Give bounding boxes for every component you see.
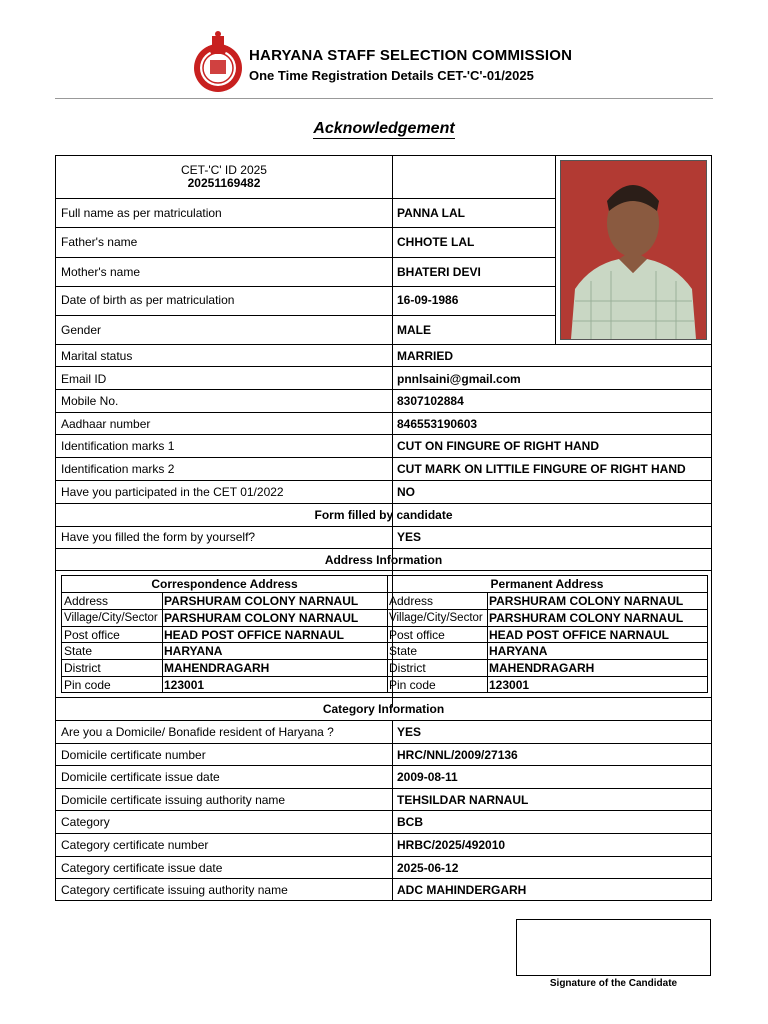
perm-district-value: MAHENDRAGARH <box>489 661 595 675</box>
domicile-issue-date-value: 2009-08-11 <box>397 770 458 784</box>
father-name-label: Father's name <box>61 235 138 249</box>
correspondence-heading: Correspondence Address <box>151 577 298 591</box>
email-value: pnnlsaini@gmail.com <box>397 372 521 386</box>
category-heading: Category Information <box>322 702 445 716</box>
header-divider <box>55 98 713 99</box>
corr-post-office-value: HEAD POST OFFICE NARNAUL <box>164 628 344 642</box>
perm-state-value: HARYANA <box>489 644 548 658</box>
email-label: Email ID <box>61 372 107 386</box>
corr-village-value: PARSHURAM COLONY NARNAUL <box>164 611 359 625</box>
domicile-cert-number-value: HRC/NNL/2009/27136 <box>397 748 518 762</box>
perm-district-label: District <box>389 661 426 675</box>
permanent-heading: Permanent Address <box>490 577 604 591</box>
id-mark-2-value: CUT MARK ON LITTILE FINGURE OF RIGHT HAND <box>397 462 686 476</box>
mother-name-label: Mother's name <box>61 265 140 279</box>
page-header <box>190 30 610 96</box>
category-label: Category <box>61 815 110 829</box>
perm-post-office-value: HEAD POST OFFICE NARNAUL <box>489 628 669 642</box>
domicile-authority-value: TEHSILDAR NARNAUL <box>397 793 529 807</box>
corr-state-label: State <box>64 644 93 658</box>
perm-pincode-value: 123001 <box>489 678 530 692</box>
dob-value: 16-09-1986 <box>397 293 459 307</box>
domicile-resident-value: YES <box>397 725 422 739</box>
aadhaar-label: Aadhaar number <box>61 417 151 431</box>
mobile-label: Mobile No. <box>61 394 119 408</box>
corr-district-value: MAHENDRAGARH <box>164 661 270 675</box>
address-table <box>61 575 708 693</box>
form-filled-label: Have you filled the form by yourself? <box>61 530 256 544</box>
gender-value: MALE <box>397 323 431 337</box>
corr-address-label: Address <box>64 594 109 608</box>
registration-form <box>55 155 712 901</box>
dob-label: Date of birth as per matriculation <box>61 293 235 307</box>
corr-village-label: Village/City/Sector <box>64 612 158 624</box>
cet-id-label: CET-'C' ID 2025 <box>181 163 267 177</box>
mother-name-value: BHATERI DEVI <box>397 265 481 279</box>
domicile-issue-date-label: Domicile certificate issue date <box>61 770 220 784</box>
id-mark-2-label: Identification marks 2 <box>61 462 175 476</box>
category-issue-date-label: Category certificate issue date <box>61 861 223 875</box>
category-authority-label: Category certificate issuing authority name <box>61 883 288 897</box>
cet-2022-value: NO <box>397 485 415 499</box>
corr-pincode-value: 123001 <box>164 678 205 692</box>
perm-village-label: Village/City/Sector <box>389 612 483 624</box>
father-name-value: CHHOTE LAL <box>397 235 475 249</box>
cet-id-value: 20251169482 <box>187 176 261 190</box>
candidate-photo <box>560 160 707 340</box>
domicile-cert-number-label: Domicile certificate number <box>61 748 206 762</box>
category-value: BCB <box>397 815 423 829</box>
perm-village-value: PARSHURAM COLONY NARNAUL <box>489 611 684 625</box>
gender-label: Gender <box>61 323 102 337</box>
perm-address-label: Address <box>389 594 434 608</box>
id-mark-1-label: Identification marks 1 <box>61 439 175 453</box>
perm-state-label: State <box>389 644 418 658</box>
corr-post-office-label: Post office <box>64 628 120 642</box>
form-filled-heading: Form filled by candidate <box>314 508 453 522</box>
registration-subtitle: One Time Registration Details CET-'C'-01/2025 <box>249 68 534 83</box>
category-issue-date-value: 2025-06-12 <box>397 861 459 875</box>
acknowledgement-title: Acknowledgement <box>313 120 455 137</box>
full-name-value: PANNA LAL <box>397 206 465 220</box>
marital-status-label: Marital status <box>61 349 133 363</box>
address-heading: Address Information <box>324 553 443 567</box>
id-mark-1-value: CUT ON FINGURE OF RIGHT HAND <box>397 439 599 453</box>
perm-pincode-label: Pin code <box>389 678 436 692</box>
aadhaar-value: 846553190603 <box>397 417 478 431</box>
signature-label: Signature of the Candidate <box>549 978 678 989</box>
category-cert-number-label: Category certificate number <box>61 838 209 852</box>
haryana-emblem-icon <box>190 30 246 94</box>
perm-address-value: PARSHURAM COLONY NARNAUL <box>489 594 684 608</box>
acknowledgement-heading <box>0 120 768 138</box>
corr-state-value: HARYANA <box>164 644 223 658</box>
person-silhouette-icon <box>561 161 706 339</box>
domicile-resident-label: Are you a Domicile/ Bonafide resident of Haryana ? <box>61 725 334 739</box>
corr-district-label: District <box>64 661 101 675</box>
perm-post-office-label: Post office <box>389 628 445 642</box>
form-filled-value: YES <box>397 530 422 544</box>
corr-address-value: PARSHURAM COLONY NARNAUL <box>164 594 359 608</box>
cet-2022-label: Have you participated in the CET 01/2022 <box>61 485 284 499</box>
domicile-authority-label: Domicile certificate issuing authority name <box>61 793 286 807</box>
category-authority-value: ADC MAHINDERGARH <box>397 883 527 897</box>
full-name-label: Full name as per matriculation <box>61 206 222 220</box>
corr-pincode-label: Pin code <box>64 678 111 692</box>
marital-status-value: MARRIED <box>397 349 453 363</box>
mobile-value: 8307102884 <box>397 394 464 408</box>
commission-title: HARYANA STAFF SELECTION COMMISSION <box>249 47 573 64</box>
signature-box <box>516 919 711 976</box>
category-cert-number-value: HRBC/2025/492010 <box>397 838 506 852</box>
